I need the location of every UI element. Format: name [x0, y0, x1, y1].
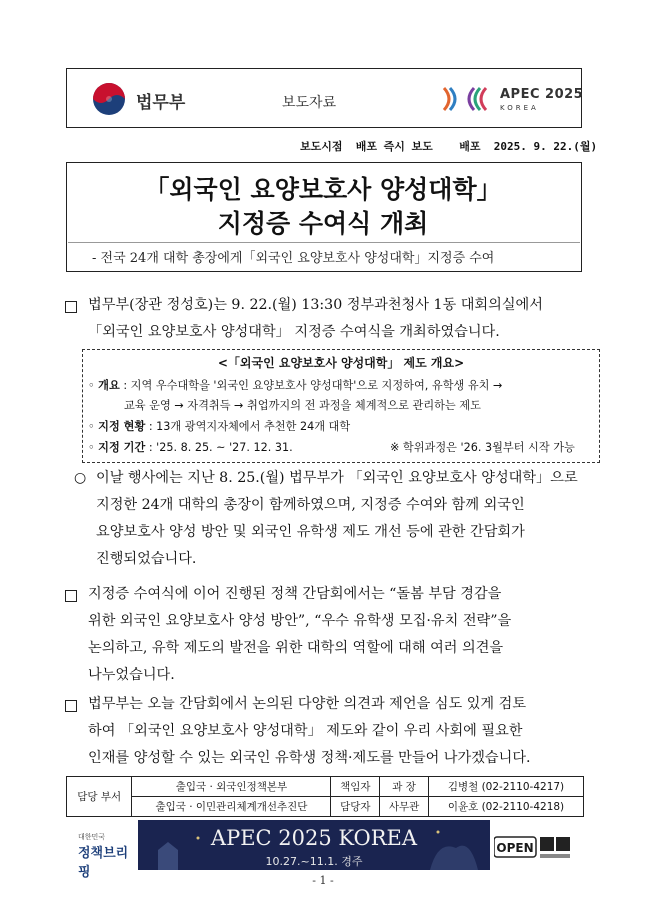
role-cell: 책임자	[331, 777, 380, 797]
person-cell: 김병철 (02-2110-4217)	[428, 777, 583, 797]
paragraph-1	[88, 292, 598, 346]
paragraph-line: 나누었습니다.	[88, 667, 175, 683]
checkbox-square-icon	[65, 301, 77, 313]
paragraph-line: 지정한 24개 대학의 총장이 함께하였으며, 지정증 수여와 함께 외국인	[96, 497, 525, 513]
headline-line-1: 「외국인 요양보호사 양성대학」	[144, 175, 502, 204]
summary-text: : '25. 8. 25. ~ '27. 12. 31.	[148, 441, 293, 454]
subheadline: - 전국 24개 대학 총장에게「외국인 요양보호사 양성대학」지정증 수여	[92, 251, 495, 266]
contact-table	[66, 776, 584, 817]
summary-text: : 13개 광역지자체에서 추천한 24개 대학	[148, 420, 351, 433]
paragraph-line: 이날 행사에는 지난 8. 25.(월) 법무부가 「외국인 요양보호사 양성대학」으로	[96, 470, 578, 486]
gov-emblem-icon	[92, 82, 126, 116]
summary-item-status: ◦ 지정 현황 : 13개 광역지자체에서 추천한 24개 대학	[88, 420, 351, 433]
summary-item-overview: ◦ 개요 : 지역 우수대학을 '외국인 요양보호사 양성대학'으로 지정하여, 유학생 유치 →	[88, 379, 503, 392]
paragraph-line: 법무부(장관 정성호)는 9. 22.(월) 13:30 정부과천청사 1동 대회의실에서	[88, 297, 543, 313]
paragraph-4	[88, 691, 598, 772]
checkbox-square-icon	[65, 590, 77, 602]
summary-text: : 지역 우수대학을 '외국인 요양보호사 양성대학'으로 지정하여, 유학생 유치 →	[123, 379, 503, 392]
paragraph-line: 「외국인 요양보호사 양성대학」 지정증 수여식을 개최하였습니다.	[88, 324, 500, 340]
brand-small-text: 대한민국	[78, 833, 106, 841]
table-row	[67, 777, 584, 797]
summary-note: ※ 학위과정은 '26. 3월부터 시작 가능	[390, 441, 575, 454]
person-cell: 이윤호 (02-2110-4218)	[428, 797, 583, 817]
apec-logo-subtext: KOREA	[500, 104, 539, 112]
summary-label: 지정 기간	[98, 441, 146, 454]
page-number: - 1 -	[312, 874, 334, 887]
paragraph-line: 지정증 수여식에 이어 진행된 정책 간담회에서는 “돌봄 부담 경감을	[88, 586, 502, 602]
paragraph-line: 논의하고, 유학 제도의 발전을 위한 대학의 역할에 대해 여러 의견을	[88, 640, 504, 656]
paragraph-line: 인재를 양성할 수 있는 외국인 유학생 정책·제도를 만들어 나가겠습니다.	[88, 750, 531, 766]
dept-label-cell: 담당 부서	[67, 777, 132, 817]
paragraph-line: 위한 외국인 요양보호사 양성 방안”, “우수 유학생 모집·유치 전략”을	[88, 613, 512, 629]
apec-logo-text: APEC 2025	[500, 87, 584, 102]
summary-item-period: ◦ 지정 기간 : '25. 8. 25. ~ '27. 12. 31.	[88, 441, 293, 454]
paragraph-line: 요양보호사 양성 방안 및 외국인 유학생 제도 개선 등에 관한 간담회가	[96, 524, 525, 540]
apec-banner	[138, 820, 490, 870]
paragraph-line: 하여 「외국인 요양보호사 양성대학」 제도와 같이 우리 사회에 필요한	[88, 723, 523, 739]
position-cell: 사무관	[380, 797, 429, 817]
summary-label: 지정 현황	[98, 420, 146, 433]
summary-label: 개요	[98, 379, 120, 392]
open-label: OPEN	[496, 841, 534, 855]
ministry-name: 법무부	[136, 93, 186, 113]
document-type: 보도자료	[282, 95, 337, 111]
checkbox-square-icon	[65, 700, 77, 712]
brand-text: 정책브리핑	[78, 846, 129, 880]
dept-cell: 출입국 · 외국인정책본부	[132, 777, 331, 797]
banner-date: 10.27.~11.1. 경주	[265, 855, 363, 868]
paragraph-3	[88, 581, 598, 689]
paragraph-line: 법무부는 오늘 간담회에서 논의된 다양한 의견과 제언을 심도 있게 검토	[88, 696, 527, 712]
hollow-circle-bullet-icon: ○	[74, 470, 87, 486]
summary-item-overview-cont: 교육 운영 → 자격취득 → 취업까지의 전 과정을 체계적으로 관리하는 제도	[124, 399, 481, 412]
kogl-open-icon	[494, 834, 574, 864]
summary-title: <「외국인 요양보호사 양성대학」 제도 개요>	[217, 356, 465, 370]
position-cell: 과 장	[380, 777, 429, 797]
policy-briefing-logo	[78, 832, 134, 880]
apec-logo-icon	[440, 84, 496, 114]
dept-cell: 출입국 · 이민관리체계개선추진단	[132, 797, 331, 817]
role-cell: 담당자	[331, 797, 380, 817]
paragraph-2	[96, 465, 601, 573]
headline-line-2: 지정증 수여식 개최	[217, 209, 429, 238]
title-divider	[68, 242, 580, 243]
release-info: 보도시점 배포 즉시 보도 배포 2025. 9. 22.(월)	[300, 140, 598, 153]
table-row	[67, 797, 584, 817]
paragraph-line: 진행되었습니다.	[96, 551, 197, 567]
banner-title: APEC 2025 KOREA	[210, 826, 418, 850]
